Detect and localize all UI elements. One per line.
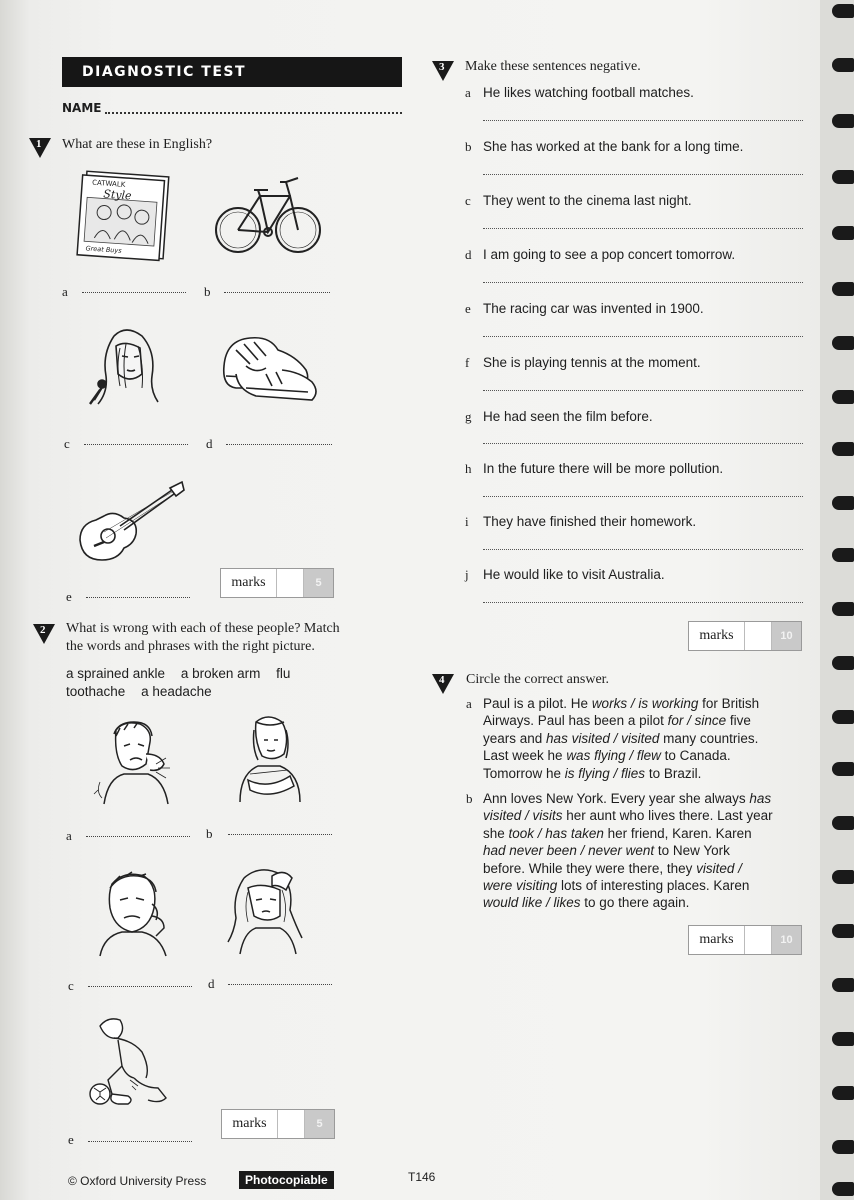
- item-2b-label: b: [206, 826, 213, 841]
- broken-arm-person-illustration: [234, 714, 306, 804]
- item-4a-choice-5[interactable]: is flying / flies: [564, 765, 646, 781]
- item-3e-answer-line[interactable]: [483, 336, 803, 337]
- item-4a-choice-2[interactable]: for / since: [667, 713, 727, 729]
- bicycle-illustration: [214, 170, 322, 262]
- item-4b-text: to go there again.: [580, 895, 690, 911]
- item-3a-letter: a: [465, 85, 471, 100]
- item-4b-choice-1-cont[interactable]: visited / visits: [483, 808, 563, 824]
- item-3f-sentence: She is playing tennis at the moment.: [483, 355, 701, 370]
- item-4a-text: Paul is a pilot. He: [483, 696, 592, 711]
- item-2e-label: e: [68, 1132, 74, 1147]
- flu-person-illustration: [94, 720, 178, 804]
- item-4b-choice-5[interactable]: would like / likes: [483, 895, 581, 911]
- section-3-marker: [432, 61, 454, 81]
- item-1a-label: a: [62, 284, 68, 299]
- item-3f-answer-line[interactable]: [483, 390, 803, 391]
- item-4a-text: years and: [483, 730, 547, 746]
- binding-ring: [832, 1086, 854, 1100]
- item-1b-label: b: [204, 284, 211, 299]
- binding-ring: [832, 602, 854, 616]
- section-4-marks-label: marks: [689, 926, 745, 954]
- section-4-score-input[interactable]: [745, 926, 772, 954]
- item-3a-sentence: He likes watching football matches.: [483, 85, 694, 100]
- item-3i-letter: i: [465, 514, 469, 529]
- binding-ring: [832, 1140, 854, 1154]
- diagnostic-test-banner: DIAGNOSTIC TEST: [62, 57, 402, 87]
- item-3h-sentence: In the future there will be more pollution.: [483, 461, 724, 476]
- item-3j-letter: j: [465, 567, 469, 582]
- item-1a-answer-line[interactable]: [82, 292, 186, 293]
- item-4b-choice-2[interactable]: took / has taken: [508, 825, 604, 841]
- item-4a-text: Tomorrow he: [483, 765, 565, 781]
- section-1-title: What are these in English?: [62, 137, 213, 152]
- section-3-score-input[interactable]: [745, 622, 772, 650]
- item-3g-answer-line[interactable]: [483, 443, 803, 444]
- word-headache: a headache: [141, 684, 212, 699]
- binding-ring: [832, 114, 854, 128]
- section-2-score-input[interactable]: [278, 1110, 305, 1138]
- item-2b-answer-line[interactable]: [228, 834, 332, 835]
- section-2-marks-total: 5: [305, 1110, 334, 1138]
- word-flu: flu: [276, 666, 291, 681]
- item-4b-paragraph: [483, 790, 813, 912]
- item-4b-choice-1[interactable]: has: [749, 791, 772, 806]
- item-2a-answer-line[interactable]: [86, 836, 190, 837]
- item-4a-text: five: [726, 713, 751, 729]
- section-3-marks-total: 10: [772, 622, 801, 650]
- item-4b-letter: b: [466, 791, 473, 806]
- item-3j-sentence: He would like to visit Australia.: [483, 567, 665, 582]
- item-3h-answer-line[interactable]: [483, 496, 803, 497]
- toothache-person-illustration: [94, 870, 174, 956]
- binding-ring: [832, 390, 854, 404]
- section-3-marks-box: [688, 621, 802, 651]
- item-1d-answer-line[interactable]: [226, 444, 332, 445]
- item-3d-answer-line[interactable]: [483, 282, 803, 283]
- section-2-marker: [33, 624, 55, 644]
- section-2-number: 2: [40, 624, 46, 636]
- sprained-ankle-person-illustration: [88, 1016, 172, 1110]
- item-3b-letter: b: [465, 139, 472, 154]
- section-2-title-line-1: What is wrong with each of these people? Match: [66, 621, 340, 636]
- trainers-illustration: [216, 330, 320, 406]
- section-3-title: Make these sentences negative.: [465, 59, 641, 74]
- section-4-title: Circle the correct answer.: [466, 672, 610, 687]
- magazine-title-text: CATWALK: [91, 178, 126, 189]
- section-2-title-line-2: the words and phrases with the right picture.: [66, 639, 315, 654]
- binding-ring: [832, 282, 854, 296]
- item-4a-choice-1[interactable]: works / is working: [591, 696, 699, 711]
- item-1e-label: e: [66, 589, 72, 604]
- binding-ring: [832, 710, 854, 724]
- section-1-marks-total: 5: [304, 569, 333, 597]
- item-2a-label: a: [66, 828, 72, 843]
- magazine-subtitle-text: Style: [102, 187, 133, 203]
- item-4a-text: to Brazil.: [645, 765, 702, 781]
- section-4-marker: [432, 674, 454, 694]
- magazine-illustration: [78, 170, 173, 260]
- item-2d-label: d: [208, 976, 215, 991]
- item-3g-sentence: He had seen the film before.: [483, 409, 653, 424]
- item-2e-answer-line[interactable]: [88, 1141, 192, 1142]
- section-3-marks-label: marks: [689, 622, 745, 650]
- item-4a-choice-3[interactable]: has visited / visited: [546, 730, 660, 746]
- binding-ring: [832, 978, 854, 992]
- item-3c-letter: c: [465, 193, 471, 208]
- binding-ring: [832, 58, 854, 72]
- item-2d-answer-line[interactable]: [228, 984, 332, 985]
- item-4a-text: Last week he: [483, 748, 567, 764]
- name-label: NAME: [62, 101, 102, 115]
- binding-ring: [832, 442, 854, 456]
- item-4b-choice-4[interactable]: visited /: [696, 860, 742, 876]
- section-1-marker: [29, 138, 51, 158]
- binding-ring: [832, 4, 854, 18]
- item-4a-text: Airways. Paul has been a pilot: [483, 713, 668, 729]
- word-bank-line-1: [66, 666, 290, 681]
- section-4-marks-total: 10: [772, 926, 801, 954]
- item-1c-answer-line[interactable]: [84, 444, 188, 445]
- item-3c-sentence: They went to the cinema last night.: [483, 193, 692, 208]
- item-3i-sentence: They have finished their homework.: [483, 514, 697, 529]
- binding-ring: [832, 496, 854, 510]
- item-4b-text: before. While they were there, they: [483, 860, 697, 876]
- item-2c-label: c: [68, 978, 74, 993]
- item-3i-answer-line[interactable]: [483, 549, 803, 550]
- section-1-marks-label: marks: [221, 569, 277, 597]
- section-2-marks-label: marks: [222, 1110, 278, 1138]
- item-3d-sentence: I am going to see a pop concert tomorrow.: [483, 247, 736, 262]
- photocopiable-badge: Photocopiable: [239, 1171, 334, 1189]
- binding-ring: [832, 816, 854, 830]
- copyright-text: © Oxford University Press: [68, 1174, 207, 1188]
- singer-illustration: [86, 326, 166, 410]
- binding-ring: [832, 336, 854, 350]
- binding-ring: [832, 226, 854, 240]
- item-4a-paragraph: [483, 695, 813, 782]
- section-2-marks-box: [221, 1109, 335, 1139]
- item-4b-text: her aunt who lives there. Last year: [562, 808, 773, 824]
- item-2c-answer-line[interactable]: [88, 986, 192, 987]
- item-3g-letter: g: [465, 409, 472, 424]
- item-4a-text: to Canada.: [660, 748, 731, 764]
- item-4b-choice-4-cont[interactable]: were visiting: [483, 878, 558, 894]
- magazine-footer-text: Great Buys: [85, 244, 122, 255]
- item-3f-letter: f: [465, 355, 470, 370]
- binding-ring: [832, 170, 854, 184]
- item-3h-letter: h: [465, 461, 472, 476]
- item-1e-answer-line[interactable]: [86, 597, 190, 598]
- section-3-number: 3: [439, 61, 445, 73]
- section-1-marks-box: [220, 568, 334, 598]
- binding-ring: [832, 870, 854, 884]
- item-4b-text: lots of interesting places. Karen: [557, 878, 750, 894]
- item-4b-text: she: [483, 825, 509, 841]
- word-bank-line-2: [66, 684, 212, 699]
- binding-ring: [832, 656, 854, 670]
- item-3b-answer-line[interactable]: [483, 174, 803, 175]
- guitar-illustration: [74, 480, 186, 566]
- headache-person-illustration: [226, 866, 306, 954]
- word-broken-arm: a broken arm: [180, 666, 261, 681]
- binding-ring: [832, 548, 854, 562]
- item-3a-answer-line[interactable]: [483, 120, 803, 121]
- page-number: T146: [408, 1170, 436, 1184]
- section-1-number: 1: [36, 138, 42, 150]
- item-1d-label: d: [206, 436, 213, 451]
- name-answer-line[interactable]: [105, 112, 402, 114]
- word-sprained-ankle: a sprained ankle: [66, 666, 166, 681]
- item-1b-answer-line[interactable]: [224, 292, 330, 293]
- item-4b-text: her friend, Karen. Karen: [603, 825, 752, 841]
- item-4a-choice-4[interactable]: was flying / flew: [566, 748, 661, 764]
- item-4a-text: many countries.: [659, 730, 759, 746]
- binding-ring: [832, 924, 854, 938]
- item-4b-text: Ann loves New York. Every year she always: [483, 791, 750, 806]
- binding-ring: [832, 1032, 854, 1046]
- item-4a-text: for British: [698, 696, 760, 711]
- section-1-score-input[interactable]: [277, 569, 304, 597]
- section-4-number: 4: [439, 674, 445, 686]
- section-4-marks-box: [688, 925, 802, 955]
- item-3c-answer-line[interactable]: [483, 228, 803, 229]
- item-3e-letter: e: [465, 301, 471, 316]
- binding-ring: [832, 1182, 854, 1196]
- word-toothache: toothache: [66, 684, 126, 699]
- item-4b-choice-3[interactable]: had never been / never went: [483, 843, 655, 859]
- item-4b-text: to New York: [654, 843, 730, 859]
- item-3j-answer-line[interactable]: [483, 602, 803, 603]
- item-3e-sentence: The racing car was invented in 1900.: [483, 301, 704, 316]
- item-3d-letter: d: [465, 247, 472, 262]
- item-4a-letter: a: [466, 696, 472, 711]
- binding-ring: [832, 762, 854, 776]
- item-1c-label: c: [64, 436, 70, 451]
- item-3b-sentence: She has worked at the bank for a long time.: [483, 139, 744, 154]
